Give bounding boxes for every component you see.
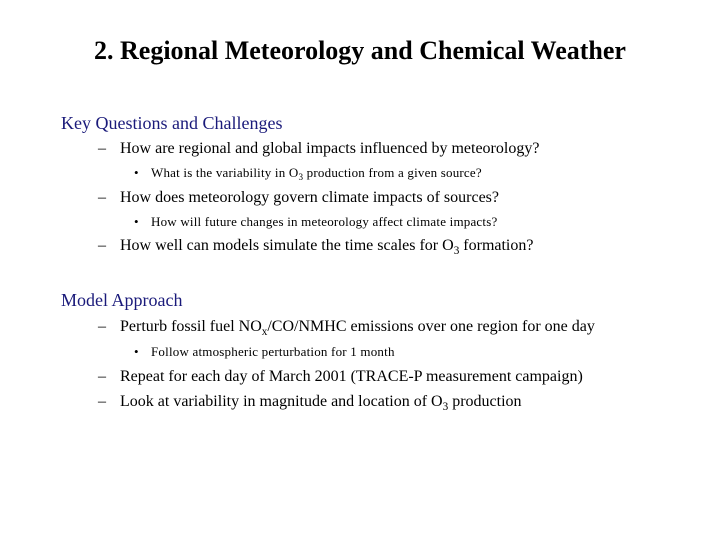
- a2-text: Repeat for each day of March 2001 (TRACE-P measurement campaign): [120, 368, 583, 385]
- dash-marker: –: [98, 368, 106, 385]
- sub-item-q1: [134, 165, 482, 181]
- list-item-a2: [98, 368, 583, 386]
- section-heading-key-questions: Key Questions and Challenges: [61, 113, 283, 133]
- dash-marker: –: [98, 189, 106, 206]
- q3-text-b: formation?: [459, 237, 534, 254]
- dash-marker: –: [98, 393, 106, 410]
- dash-marker: –: [98, 318, 106, 335]
- slide-title: 2. Regional Meteorology and Chemical Weather: [94, 36, 626, 65]
- q1-sub-subscript: 3: [298, 172, 304, 183]
- sub-item-a1: [134, 344, 395, 360]
- dash-marker: –: [98, 140, 106, 157]
- a1-text-b: /CO/NMHC emissions over one region for one day: [267, 318, 595, 335]
- list-item-a3: [98, 393, 522, 411]
- q1-text: How are regional and global impacts influenced by meteorology?: [120, 140, 540, 157]
- a1-subscript: x: [261, 325, 268, 338]
- section-heading-model-approach: Model Approach: [61, 290, 183, 310]
- list-item-q1: [98, 140, 539, 158]
- a3-text-a: Look at variability in magnitude and location of O: [120, 393, 443, 410]
- q3-subscript: 3: [453, 244, 460, 257]
- bullet-marker: •: [134, 344, 139, 359]
- list-item-q2: [98, 189, 499, 207]
- q2-text: How does meteorology govern climate impacts of sources?: [120, 189, 499, 206]
- q1-sub-text-b: production from a given source?: [303, 165, 482, 180]
- bullet-marker: •: [134, 214, 139, 229]
- list-item-a1: [98, 318, 595, 336]
- bullet-marker: •: [134, 165, 139, 180]
- dash-marker: –: [98, 237, 106, 254]
- sub-item-q2: [134, 214, 497, 230]
- a1-sub-text: Follow atmospheric perturbation for 1 month: [151, 344, 395, 359]
- q1-sub-text-a: What is the variability in O: [151, 165, 299, 180]
- a1-text-a: Perturb fossil fuel NO: [120, 318, 262, 335]
- q3-text-a: How well can models simulate the time scales for O: [120, 237, 454, 254]
- a3-subscript: 3: [442, 400, 449, 413]
- q2-sub-text: How will future changes in meteorology affect climate impacts?: [151, 214, 498, 229]
- list-item-q3: [98, 237, 533, 255]
- a3-text-b: production: [448, 393, 522, 410]
